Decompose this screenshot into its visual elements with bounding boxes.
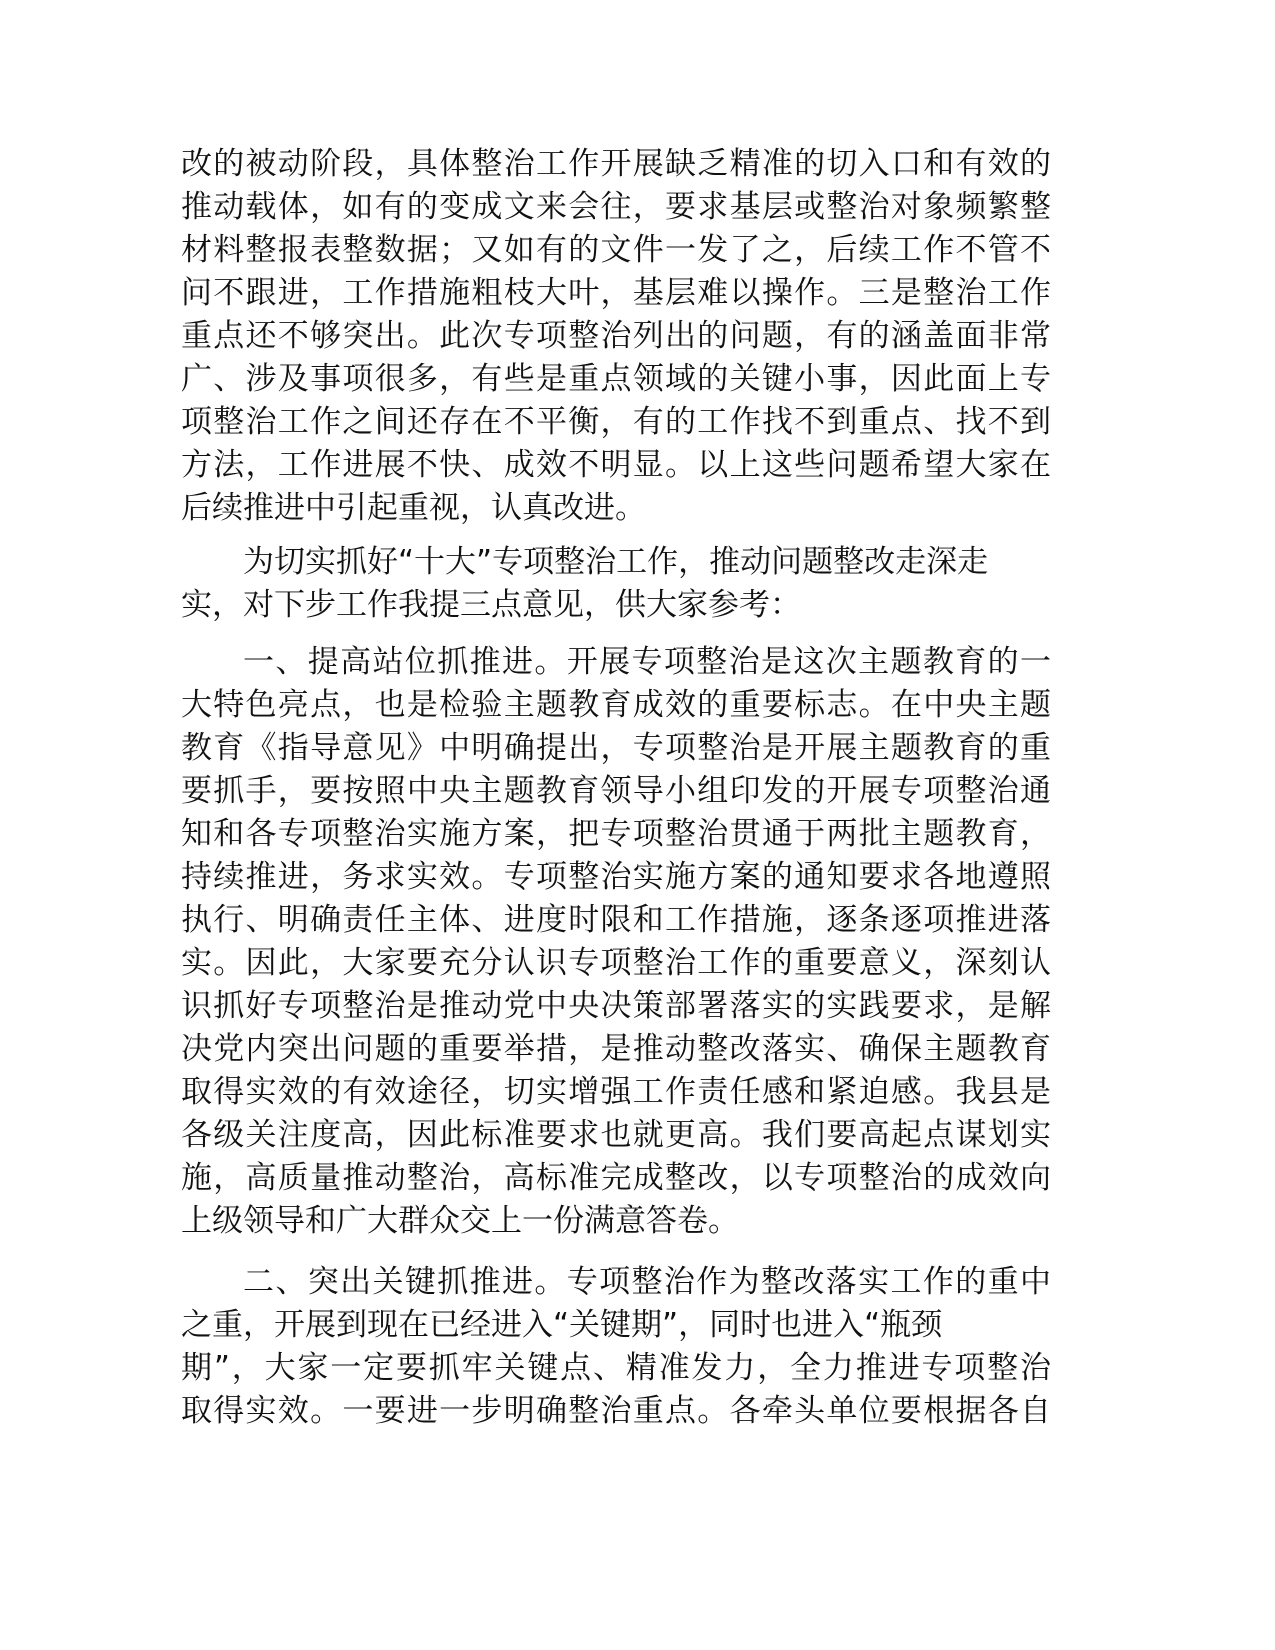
text-line: 材料整报表整数据；又如有的文件一发了之，后续工作不管不 <box>181 232 1051 268</box>
text-line: 实。因此，大家要充分认识专项整治工作的重要意义，深刻认 <box>181 945 1051 981</box>
paragraph-problems-summary <box>181 143 1051 530</box>
text-line: 为切实抓好“十大”专项整治工作，推动问题整改走深走 <box>243 544 989 580</box>
text-line: 教育《指导意见》中明确提出，专项整治是开展主题教育的重 <box>181 730 1051 766</box>
text-line: 项整治工作之间还存在不平衡，有的工作找不到重点、找不到 <box>181 404 1051 440</box>
text-line: 决党内突出问题的重要举措，是推动整改落实、确保主题教育 <box>181 1031 1051 1067</box>
text-line: 施，高质量推动整治，高标准完成整改，以专项整治的成效向 <box>181 1160 1051 1196</box>
text-line: 执行、明确责任主体、进度时限和工作措施，逐条逐项推进落 <box>181 902 1051 938</box>
text-line: 各级关注度高，因此标准要求也就更高。我们要高起点谋划实 <box>181 1117 1051 1153</box>
text-line: 识抓好专项整治是推动党中央决策部署落实的实践要求，是解 <box>181 988 1051 1024</box>
text-line: 方法，工作进展不快、成效不明显。以上这些问题希望大家在 <box>181 447 1051 483</box>
text-line: 知和各专项整治实施方案，把专项整治贯通于两批主题教育， <box>181 816 1051 852</box>
text-line: 期”，大家一定要抓牢关键点、精准发力，全力推进专项整治 <box>181 1350 1051 1386</box>
text-line: 上级领导和广大群众交上一份满意答卷。 <box>181 1203 739 1239</box>
paragraph-intro-opinions <box>181 541 1051 627</box>
paragraph-point-two <box>181 1261 1051 1433</box>
text-line: 后续推进中引起重视，认真改进。 <box>181 490 646 526</box>
text-line: 持续推进，务求实效。专项整治实施方案的通知要求各地遵照 <box>181 859 1051 895</box>
text-line: 实，对下步工作我提三点意见，供大家参考： <box>181 587 801 623</box>
text-line: 大特色亮点，也是检验主题教育成效的重要标志。在中央主题 <box>181 687 1051 723</box>
text-line: 问不跟进，工作措施粗枝大叶，基层难以操作。三是整治工作 <box>181 275 1051 311</box>
text-line: 要抓手，要按照中央主题教育领导小组印发的开展专项整治通 <box>181 773 1051 809</box>
text-line: 广、涉及事项很多，有些是重点领域的关键小事，因此面上专 <box>181 361 1051 397</box>
text-line: 重点还不够突出。此次专项整治列出的问题，有的涵盖面非常 <box>181 318 1051 354</box>
text-line: 之重，开展到现在已经进入“关键期”，同时也进入“瓶颈 <box>181 1307 943 1343</box>
text-line: 二、突出关键抓推进。专项整治作为整改落实工作的重中 <box>243 1264 1051 1300</box>
text-line: 一、提高站位抓推进。开展专项整治是这次主题教育的一 <box>243 644 1051 680</box>
text-line: 改的被动阶段，具体整治工作开展缺乏精准的切入口和有效的 <box>181 146 1051 182</box>
text-line: 推动载体，如有的变成文来会往，要求基层或整治对象频繁整 <box>181 189 1051 225</box>
text-line: 取得实效的有效途径，切实增强工作责任感和紧迫感。我县是 <box>181 1074 1051 1110</box>
text-line: 取得实效。一要进一步明确整治重点。各牵头单位要根据各自 <box>181 1393 1051 1429</box>
paragraph-point-one <box>181 641 1051 1243</box>
